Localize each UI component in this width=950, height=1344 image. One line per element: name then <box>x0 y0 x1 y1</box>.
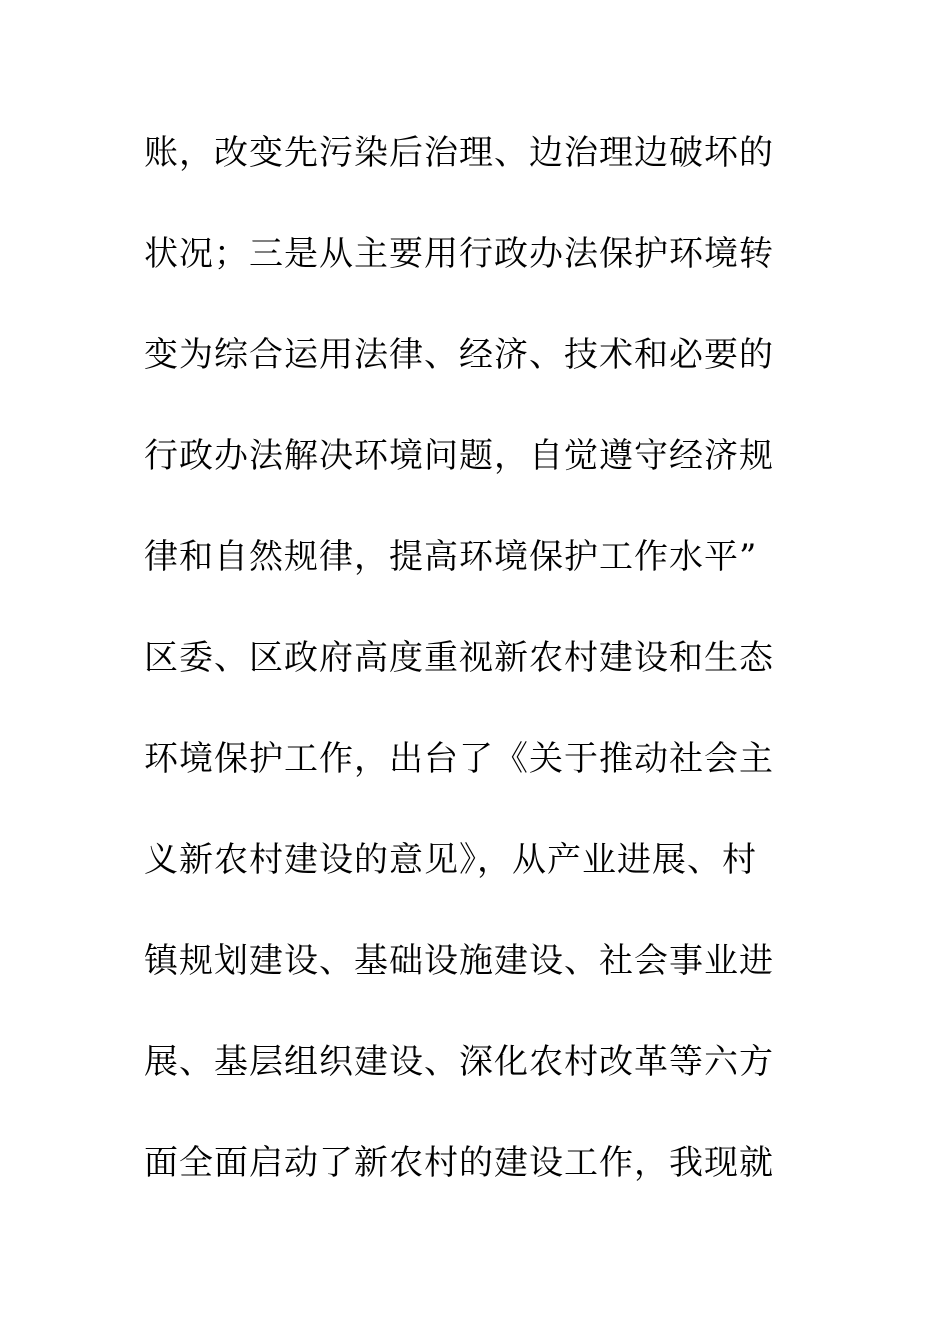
text-line: 账，改变先污染后治理、边治理边破坏的 <box>144 133 774 173</box>
text-line: 变为综合运用法律、经济、技术和必要的 <box>144 335 774 375</box>
body-text <box>144 125 824 1236</box>
text-line: 律和自然规律，提高环境保护工作水平” <box>144 537 758 577</box>
text-line: 展、基层组织建设、深化农村改革等六方 <box>144 1042 774 1082</box>
text-line: 区委、区政府高度重视新农村建设和生态 <box>144 638 774 678</box>
text-line: 面全面启动了新农村的建设工作，我现就 <box>144 1143 774 1183</box>
text-line: 行政办法解决环境问题，自觉遵守经济规 <box>144 436 774 476</box>
text-line: 义新农村建设的意见》，从产业进展、村 <box>144 840 757 880</box>
text-line: 状况；三是从主要用行政办法保护环境转 <box>144 234 774 274</box>
text-line: 镇规划建设、基础设施建设、社会事业进 <box>144 941 774 981</box>
text-line: 环境保护工作，出台了《关于推动社会主 <box>144 739 774 779</box>
